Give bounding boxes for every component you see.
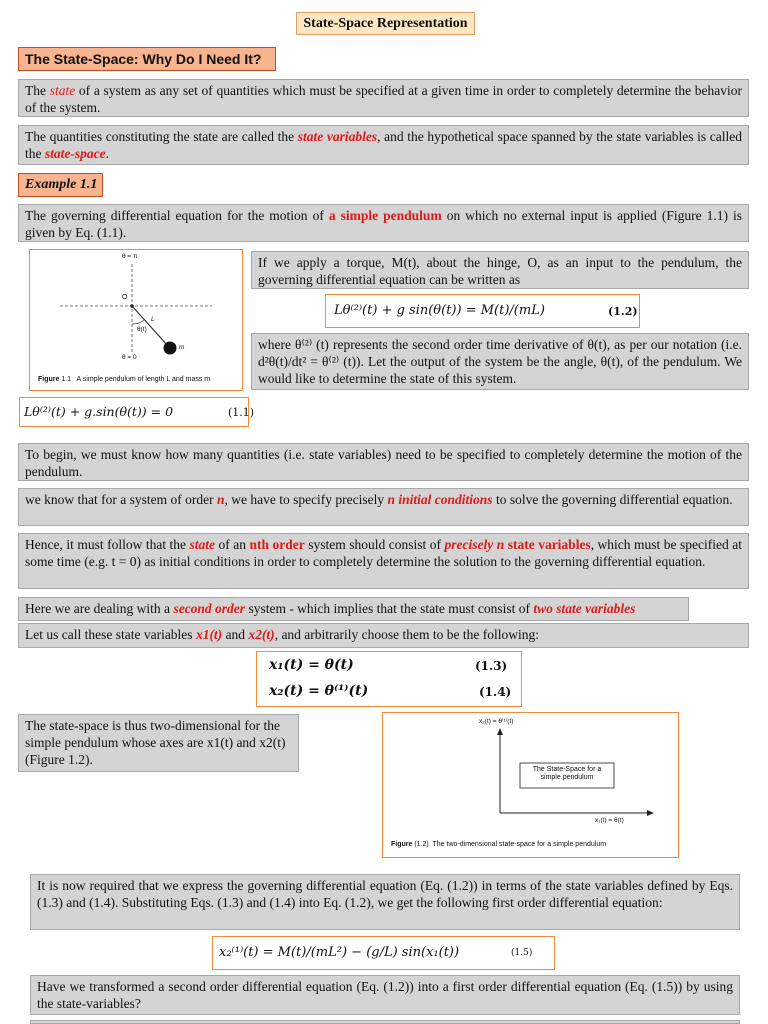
text: , we have to specify precisely — [224, 492, 388, 507]
text: The — [25, 83, 50, 98]
example-heading: Example 1.1 — [18, 173, 103, 197]
figure-state-space — [382, 712, 679, 858]
highlight-x2: x2(t) — [248, 627, 275, 642]
x-axis-label: x₁(t) = θ(t) — [595, 817, 624, 824]
state-space-diagram — [383, 713, 678, 857]
pendulum-diagram — [30, 250, 242, 390]
text: Here we are dealing with a — [25, 601, 174, 616]
equation-number: (1.5) — [511, 948, 533, 958]
equations-1-3-1-4 — [256, 651, 522, 707]
transformed-question-paragraph: Have we transformed a second order differential equation (Eq. (1.2)) into a first order differential equation (Eq. (1.5)) by using the state-variables? — [30, 975, 740, 1015]
equation-1-4-text: x₂(t) = θ⁽¹⁾(t) — [269, 683, 369, 699]
choose-variables-paragraph — [18, 623, 749, 648]
text: on which no external input is applied (Figure 1.1) is given by Eq. (1.1). — [25, 208, 742, 240]
highlight-two-state-variables: two state variables — [533, 601, 636, 616]
two-dimensional-paragraph: The state-space is thus two-dimensional for the simple pendulum whose axes are x1(t) and x2(t) (Figure 1.2). — [18, 714, 299, 772]
initial-conditions-paragraph — [18, 488, 749, 526]
substitution-paragraph: It is now required that we express the governing differential equation (Eq. (1.2)) in terms of the state variables defined by Eqs. (1.3) and (1.4). Substituting Eqs. (1.3) and (1.4) into Eq. (1.2), we get the following first order differential equation: — [30, 874, 740, 930]
state-space-box-label: The State-Space for a simple pendulum — [532, 766, 602, 781]
highlight-nth-order: nth order — [249, 537, 305, 552]
equation-1-3-text: x₁(t) = θ(t) — [269, 657, 354, 673]
equation-1-4-number: (1.4) — [479, 685, 512, 699]
text: system should consist of — [304, 537, 445, 552]
figure-caption — [391, 841, 606, 848]
text: we know that for a system of order — [25, 492, 217, 507]
caption-label: Figure — [38, 376, 60, 383]
hinge-label: O — [122, 294, 128, 301]
second-derivative-paragraph: where θ⁽²⁾ (t) represents the second order time derivative of θ(t), as per our notation (i.e. d²θ(t)/dt² = θ⁽²⁾ (t)). Let the output of the system be the angle, θ(t), of the pendulum. We would like to determine the state of this system. — [251, 333, 749, 390]
equation-1-1 — [19, 397, 255, 427]
theta-zero-label: θ = 0 — [122, 354, 137, 361]
equation-1-3-number: (1.3) — [475, 659, 508, 673]
text: of an — [215, 537, 250, 552]
caption-text: The two-dimensional state-space for a simple pendulum — [432, 841, 607, 848]
text: , and arbitrarily choose them to be the following: — [274, 627, 539, 642]
highlight-state-space: state-space — [44, 146, 106, 161]
highlight-second-order: second order — [173, 601, 246, 616]
equation-number: (1.1) — [228, 406, 255, 419]
pendulum-intro-paragraph — [18, 204, 749, 242]
equation-text: Lθ⁽²⁾(t) + g.sin(θ(t)) = 0 — [24, 404, 174, 419]
text: to solve the governing differential equation. — [492, 492, 733, 507]
text: , and the hypothetical space spanned by the state variables is called the — [25, 129, 742, 161]
caption-number: 1.1 — [61, 376, 72, 383]
highlight-state-variables: state variables — [297, 129, 378, 144]
second-order-paragraph — [18, 597, 689, 621]
text: and — [222, 627, 249, 642]
y-axis-label: x₂(t) = θ⁽¹⁾(t) — [479, 718, 514, 725]
highlight-x1: x1(t) — [195, 627, 223, 642]
nth-order-paragraph — [18, 533, 749, 589]
angle-label: θ(t) — [137, 326, 147, 333]
equation-number: (1.2) — [608, 305, 638, 318]
figure-caption — [38, 376, 210, 383]
text: , which must be specified at some time (e.g. t = 0) as initial conditions in order to completely determine the solution to the governing differential equation. — [25, 537, 742, 569]
highlight-state: state — [189, 537, 216, 552]
page-title: State-Space Representation — [296, 12, 475, 35]
highlight-simple-pendulum: a simple pendulum — [328, 208, 442, 223]
text: Let us call these state variables — [25, 627, 196, 642]
highlight-state: state — [49, 83, 76, 98]
equation-1-5 — [212, 936, 555, 970]
length-label: L — [151, 316, 155, 323]
equation-text: x₂⁽¹⁾(t) = M(t)/(mL²) − (g/L) sin(x₁(t)) — [219, 945, 460, 960]
section-heading: The State-Space: Why Do I Need It? — [18, 47, 276, 71]
text: of a system as any set of quantities which must be specified at a given time in order to completely determine the behavior of the system. — [25, 83, 742, 115]
highlight-state-variables: state variables — [504, 537, 591, 552]
mass-label: m — [179, 344, 185, 351]
highlight-n: n — [216, 492, 225, 507]
caption-label: Figure — [391, 841, 413, 848]
highlight-precisely-n: precisely n — [444, 537, 505, 552]
highlight-n-initial-conditions: n initial conditions — [387, 492, 493, 507]
quantities-paragraph: To begin, we must know how many quantities (i.e. state variables) need to be specified to completely determine the motion of the pendulum. — [18, 443, 749, 481]
text: The governing differential equation for the motion of — [25, 208, 329, 223]
state-variables-paragraph — [18, 125, 749, 165]
next-paragraph-partial — [30, 1020, 740, 1024]
equation-text: Lθ⁽²⁾(t) + g sin(θ(t)) = M(t)/(mL) — [334, 303, 545, 318]
caption-text: A simple pendulum of length L and mass m — [76, 376, 211, 383]
torque-paragraph: If we apply a torque, M(t), about the hinge, O, as an input to the pendulum, the governing differential equation can be written as — [251, 251, 749, 289]
state-definition-paragraph — [18, 79, 749, 117]
text: The quantities constituting the state are called the — [25, 129, 298, 144]
text: Hence, it must follow that the — [25, 537, 190, 552]
text: system - which implies that the state must consist of — [245, 601, 534, 616]
equation-1-2 — [325, 294, 640, 328]
caption-number: (1.2) — [414, 841, 429, 848]
figure-pendulum — [29, 249, 243, 391]
theta-pi-label: θ = π — [122, 253, 138, 260]
text: . — [105, 146, 109, 161]
